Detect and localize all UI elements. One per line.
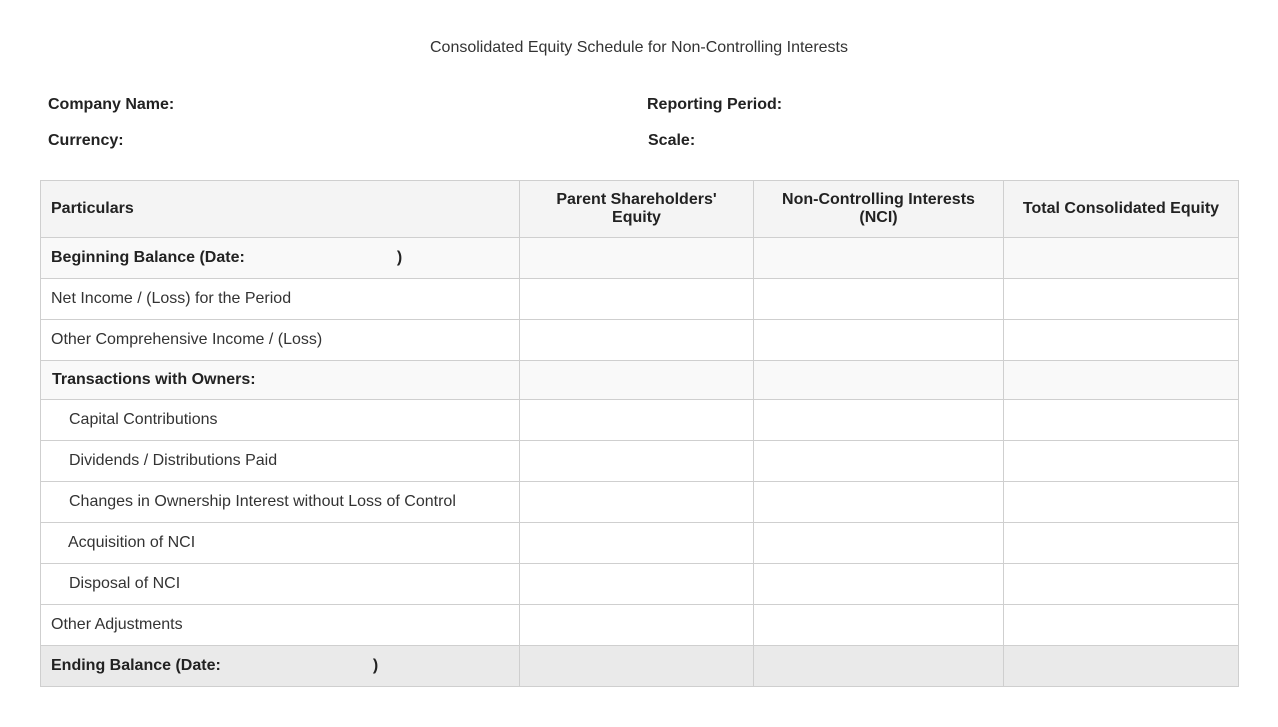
equity-schedule-table [40,180,1239,687]
net-income-label: Net Income / (Loss) for the Period [41,279,520,320]
ownership-changes-total-cell[interactable] [1004,482,1239,523]
table-row-disposal-nci [41,564,1239,605]
transactions-section-label: Transactions with Owners: [41,361,520,400]
beginning-nci-cell[interactable] [754,238,1004,279]
ownership-changes-nci-cell[interactable] [754,482,1004,523]
other-adjustments-label: Other Adjustments [41,605,520,646]
acquisition-nci-nci-cell[interactable] [754,523,1004,564]
oci-label: Other Comprehensive Income / (Loss) [41,320,520,361]
acquisition-nci-label: Acquisition of NCI [41,523,520,564]
beginning-balance-label: Beginning Balance (Date: [51,249,245,266]
beginning-parent-cell[interactable] [520,238,754,279]
table-row-transactions-section [41,361,1239,400]
beginning-balance-close: ) [396,249,403,266]
net-income-parent-cell[interactable] [520,279,754,320]
dividends-nci-cell[interactable] [754,441,1004,482]
table-row-net-income [41,279,1239,320]
acquisition-nci-parent-cell[interactable] [520,523,754,564]
table-row-dividends [41,441,1239,482]
dividends-label: Dividends / Distributions Paid [41,441,520,482]
header-nci: Non-Controlling Interests (NCI) [754,181,1004,238]
beginning-balance-cell [41,238,520,279]
dividends-parent-cell[interactable] [520,441,754,482]
ownership-changes-parent-cell[interactable] [520,482,754,523]
transactions-parent-cell [520,361,754,400]
oci-total-cell[interactable] [1004,320,1239,361]
ownership-changes-label: Changes in Ownership Interest without Loss of Control [41,482,520,523]
ending-balance-cell [41,646,520,687]
oci-nci-cell[interactable] [754,320,1004,361]
document-title: Consolidated Equity Schedule for Non-Controlling Interests [429,39,848,56]
scale-label: Scale: [648,132,696,149]
disposal-nci-nci-cell[interactable] [754,564,1004,605]
ending-balance-close: ) [372,657,379,674]
company-name-label: Company Name: [48,96,175,113]
header-parent-equity: Parent Shareholders' Equity [520,181,754,238]
capital-contributions-nci-cell[interactable] [754,400,1004,441]
transactions-nci-cell [754,361,1004,400]
header-particulars: Particulars [41,181,520,238]
header-total-equity: Total Consolidated Equity [1004,181,1239,238]
table-row-other-adjustments [41,605,1239,646]
table-header-row [41,181,1239,238]
other-adjustments-parent-cell[interactable] [520,605,754,646]
capital-contributions-total-cell[interactable] [1004,400,1239,441]
table-row-ownership-changes [41,482,1239,523]
table-row-capital-contributions [41,400,1239,441]
table-row-oci [41,320,1239,361]
disposal-nci-parent-cell[interactable] [520,564,754,605]
capital-contributions-parent-cell[interactable] [520,400,754,441]
ending-balance-label: Ending Balance (Date: [51,657,221,674]
disposal-nci-total-cell[interactable] [1004,564,1239,605]
ending-nci-cell[interactable] [754,646,1004,687]
table-row-ending-balance [41,646,1239,687]
transactions-total-cell [1004,361,1239,400]
dividends-total-cell[interactable] [1004,441,1239,482]
disposal-nci-label: Disposal of NCI [41,564,520,605]
other-adjustments-nci-cell[interactable] [754,605,1004,646]
net-income-nci-cell[interactable] [754,279,1004,320]
net-income-total-cell[interactable] [1004,279,1239,320]
other-adjustments-total-cell[interactable] [1004,605,1239,646]
oci-parent-cell[interactable] [520,320,754,361]
table-row-acquisition-nci [41,523,1239,564]
capital-contributions-label: Capital Contributions [41,400,520,441]
acquisition-nci-total-cell[interactable] [1004,523,1239,564]
table-row-beginning-balance [41,238,1239,279]
reporting-period-label: Reporting Period: [647,96,783,113]
beginning-total-cell[interactable] [1004,238,1239,279]
ending-parent-cell[interactable] [520,646,754,687]
ending-total-cell[interactable] [1004,646,1239,687]
currency-label: Currency: [48,132,124,149]
